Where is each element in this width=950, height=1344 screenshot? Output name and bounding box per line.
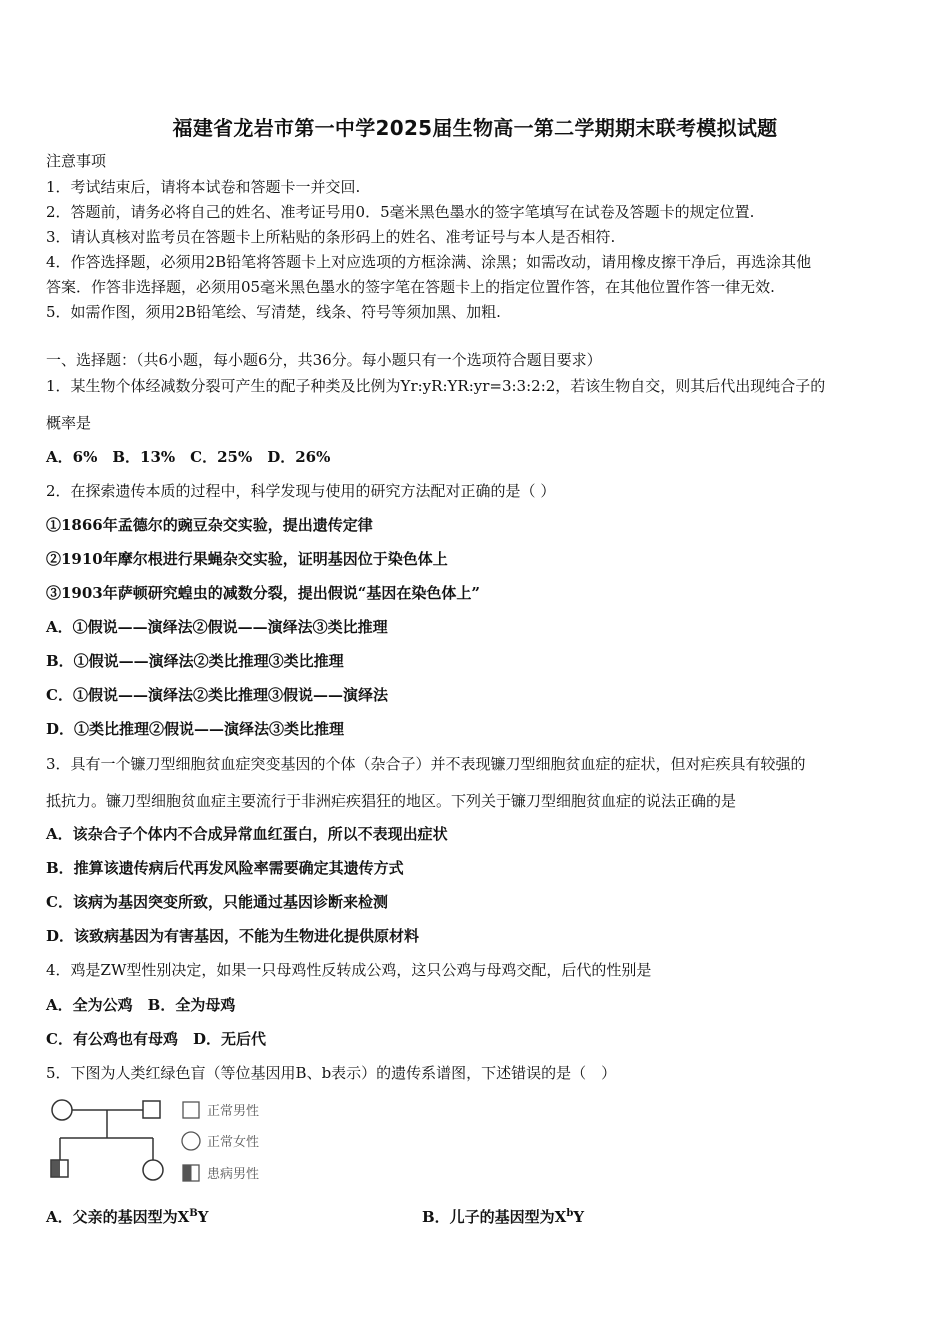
legend-affected-male-label: 患病男性 — [207, 1167, 260, 1182]
q2-item: ③1903年萨顿研究蝗虫的减数分裂，提出假说“基因在染色体上” — [46, 584, 481, 602]
q5-stem: 5．下图为人类红绿色盲（等位基因用B、b表示）的遗传系谱图，下述错误的是（ ） — [46, 1064, 617, 1082]
q2-option-a: A．①假说——演绎法②假说——演绎法③类比推理 — [46, 618, 388, 636]
legend-normal-female-icon — [182, 1132, 200, 1150]
q1-options: A．6% B．13% C．25% D．26% — [46, 448, 331, 466]
notice-item: 1．考试结束后，请将本试卷和答题卡一并交回. — [46, 178, 361, 196]
q2-option-c: C．①假说——演绎法②类比推理③假说——演绎法 — [46, 686, 388, 704]
q1-stem: 1．某生物个体经减数分裂可产生的配子种类及比例为Yr:yR:YR:yr=3:3:2:2，若该生物自交，则其后代出现纯合子的 — [46, 377, 826, 395]
q2-stem: 2．在探索遗传本质的过程中，科学发现与使用的研究方法配对正确的是（ ） — [46, 482, 556, 500]
q2-item: ①1866年孟德尔的豌豆杂交实验，提出遗传定律 — [46, 516, 373, 534]
q5-option-a — [46, 1208, 208, 1226]
notice-heading: 注意事项 — [46, 152, 107, 170]
father-symbol — [143, 1101, 160, 1118]
legend-normal-male-label: 正常男性 — [207, 1104, 260, 1119]
notice-item: 4．作答选择题，必须用2B铅笔将答题卡上对应选项的方框涂满、涂黑；如需改动，请用橡皮擦干净后，再选涂其他 — [46, 253, 812, 271]
legend-normal-male-icon — [183, 1102, 199, 1118]
q4-options-ab: A．全为公鸡 B．全为母鸡 — [46, 996, 236, 1014]
q3-option-a: A．该杂合子个体内不合成异常血红蛋白，所以不表现出症状 — [46, 825, 448, 843]
q2-option-d: D．①类比推理②假说——演绎法③类比推理 — [46, 720, 345, 738]
section-heading: 一、选择题：（共6小题，每小题6分，共36分。每小题只有一个选项符合题目要求） — [46, 351, 602, 369]
q2-item: ②1910年摩尔根进行果蝇杂交实验，证明基因位于染色体上 — [46, 550, 448, 568]
q5-option-b — [422, 1207, 584, 1227]
q5-option-b-text: B．儿子的基因型为X — [422, 1208, 567, 1226]
pedigree-chart — [46, 1094, 286, 1190]
q5-option-a-sup: B — [189, 1208, 198, 1219]
q5-option-a-text: A．父亲的基因型为X — [46, 1208, 190, 1226]
legend-affected-male-fill — [184, 1166, 192, 1181]
notice-item: 答案．作答非选择题，必须用05毫米黑色墨水的签字笔在答题卡上的指定位置作答，在其他位置作答一律无效. — [46, 278, 775, 296]
q1-stem-cont: 概率是 — [46, 414, 92, 432]
q5-option-b-suffix: Y — [573, 1208, 585, 1226]
q5-option-b-sup: b — [566, 1208, 574, 1219]
q3-stem-cont: 抵抗力。镰刀型细胞贫血症主要流行于非洲疟疾猖狂的地区。下列关于镰刀型细胞贫血症的说法正确的是 — [46, 792, 737, 810]
daughter-symbol — [143, 1160, 163, 1180]
notice-item: 3．请认真核对监考员在答题卡上所粘贴的条形码上的姓名、准考证号与本人是否相符. — [46, 228, 616, 246]
q5-options — [46, 1207, 916, 1227]
q3-stem: 3．具有一个镰刀型细胞贫血症突变基因的个体（杂合子）并不表现镰刀型细胞贫血症的症状，但对疟疾具有较强的 — [46, 755, 806, 773]
q3-option-c: C．该病为基因突变所致，只能通过基因诊断来检测 — [46, 893, 388, 911]
q2-option-b: B．①假说——演绎法②类比推理③类比推理 — [46, 652, 344, 670]
notice-item: 2．答题前，请务必将自己的姓名、准考证号用0．5毫米黑色墨水的签字笔填写在试卷及答题卡的规定位置. — [46, 203, 755, 221]
q3-option-b: B．推算该遗传病后代再发风险率需要确定其遗传方式 — [46, 859, 404, 877]
q4-stem: 4．鸡是ZW型性别决定，如果一只母鸡性反转成公鸡，这只公鸡与母鸡交配，后代的性别是 — [46, 961, 652, 979]
legend-normal-female-label: 正常女性 — [207, 1135, 260, 1150]
affected-son-fill — [52, 1161, 61, 1177]
mother-symbol — [52, 1100, 72, 1120]
notice-item: 5．如需作图，须用2B铅笔绘、写清楚，线条、符号等须加黑、加粗. — [46, 303, 501, 321]
q4-options-cd: C．有公鸡也有母鸡 D．无后代 — [46, 1030, 266, 1048]
page-title: 福建省龙岩市第一中学2025届生物高一第二学期期末联考模拟试题 — [172, 116, 778, 140]
q5-option-a-suffix: Y — [197, 1208, 209, 1226]
q3-option-d: D．该致病基因为有害基因，不能为生物进化提供原材料 — [46, 927, 420, 945]
